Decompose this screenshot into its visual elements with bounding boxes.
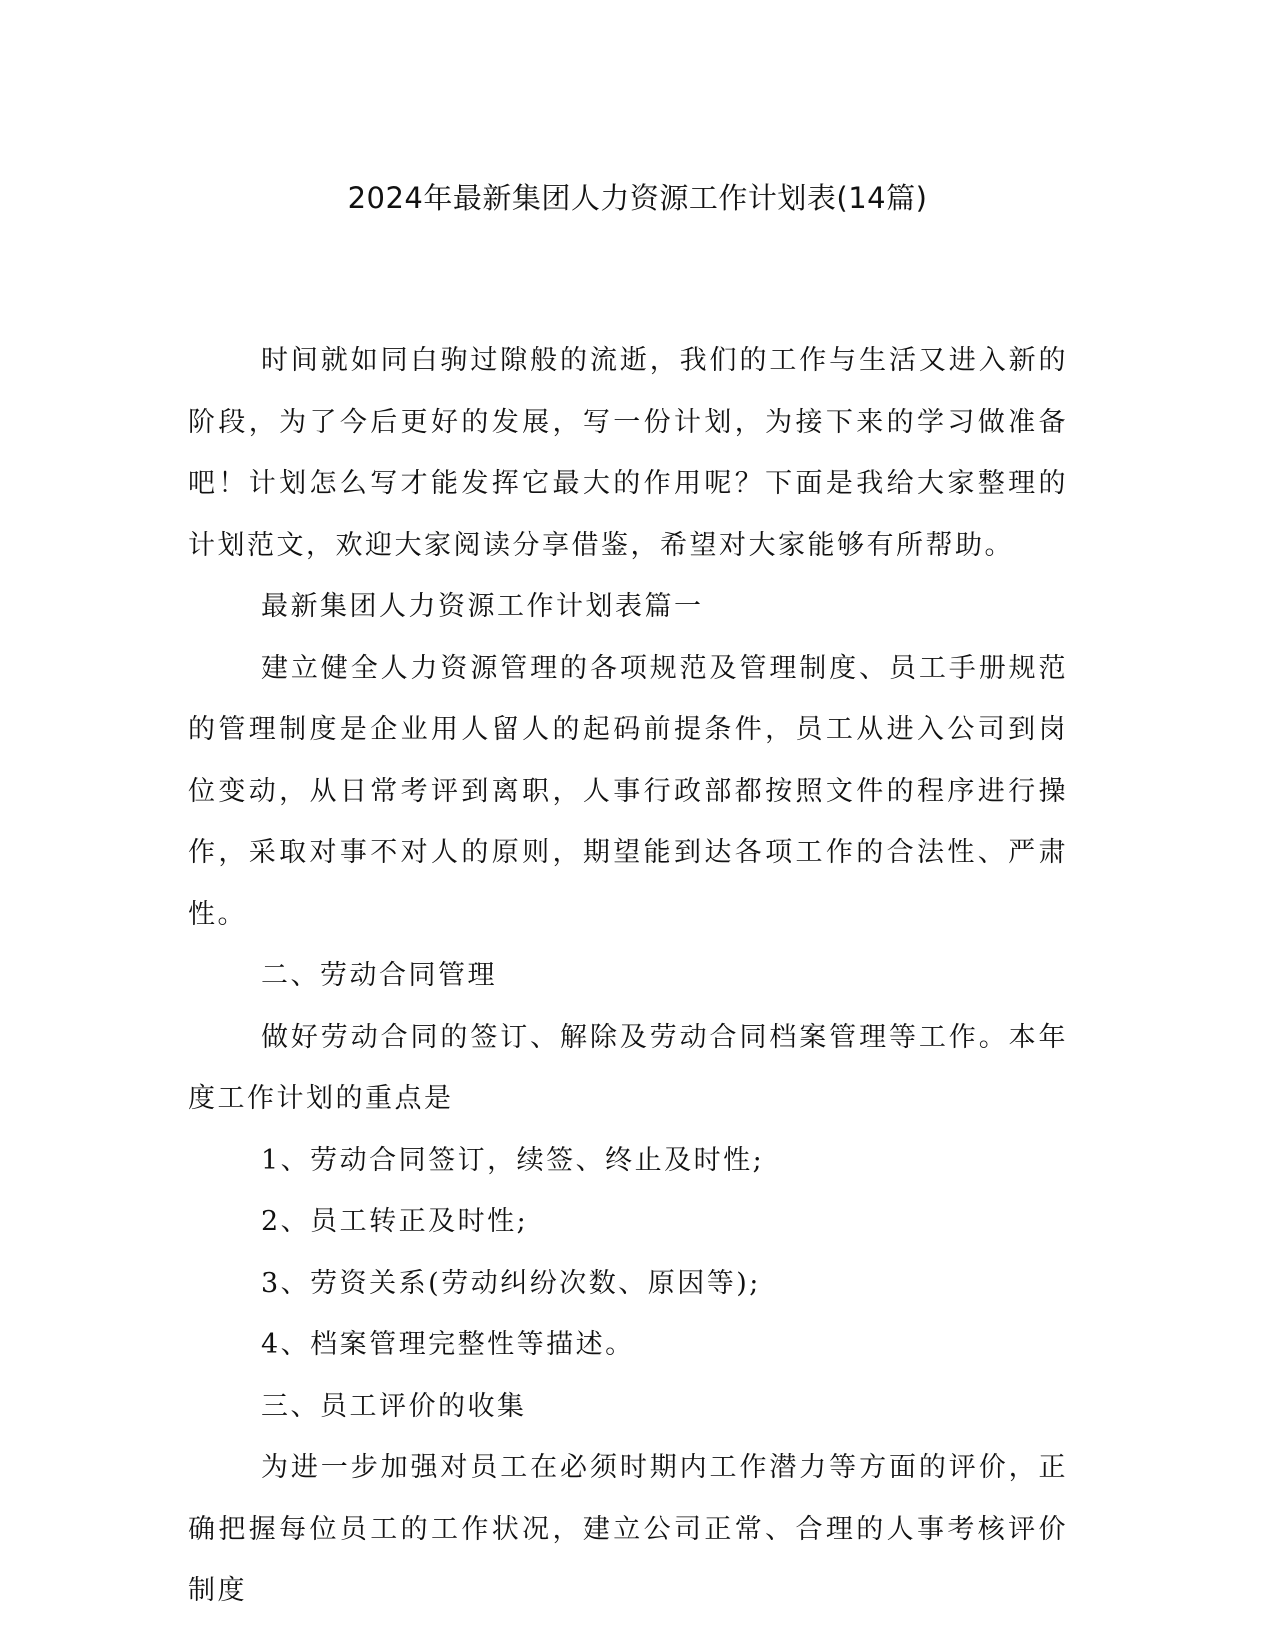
section-heading-labor-contract: 二、劳动合同管理 — [261, 960, 497, 991]
body-paragraph: 建立健全人力资源管理的各项规范及管理制度、员工手册规范的管理制度是企业用人留人的起码前提条件，员工从进入公司到岗位变动，从日常考评到离职，人事行政部都按照文件的程序进行操作，采取对事不对人的原则，期望能到达各项工作的合法性、严肃性。 — [188, 652, 1068, 930]
list-item: 3、劳资关系(劳动纠纷次数、原因等); — [261, 1267, 761, 1299]
intro-paragraph: 时间就如同白驹过隙般的流逝，我们的工作与生活又进入新的阶段，为了今后更好的发展，写一份计划，为接下来的学习做准备吧！计划怎么写才能发挥它最大的作用呢？下面是我给大家整理的计划范文，欢迎大家阅读分享借鉴，希望对大家能够有所帮助。 — [188, 345, 1068, 561]
document-title: 2024年最新集团人力资源工作计划表(14篇) — [347, 181, 928, 215]
list-item: 2、员工转正及时性; — [261, 1206, 529, 1237]
section-heading-employee-evaluation: 三、员工评价的收集 — [261, 1390, 527, 1422]
document-body — [188, 330, 1068, 1622]
body-paragraph: 为进一步加强对员工在必须时期内工作潜力等方面的评价，正确把握每位员工的工作状况，建立公司正常、合理的人事考核评价制度 — [188, 1452, 1068, 1606]
section-heading-part-one: 最新集团人力资源工作计划表篇一 — [261, 591, 704, 622]
list-item: 4、档案管理完整性等描述。 — [261, 1329, 635, 1360]
body-paragraph: 做好劳动合同的签订、解除及劳动合同档案管理等工作。本年度工作计划的重点是 — [188, 1021, 1068, 1114]
list-item: 1、劳动合同签订，续签、终止及时性; — [261, 1144, 765, 1176]
